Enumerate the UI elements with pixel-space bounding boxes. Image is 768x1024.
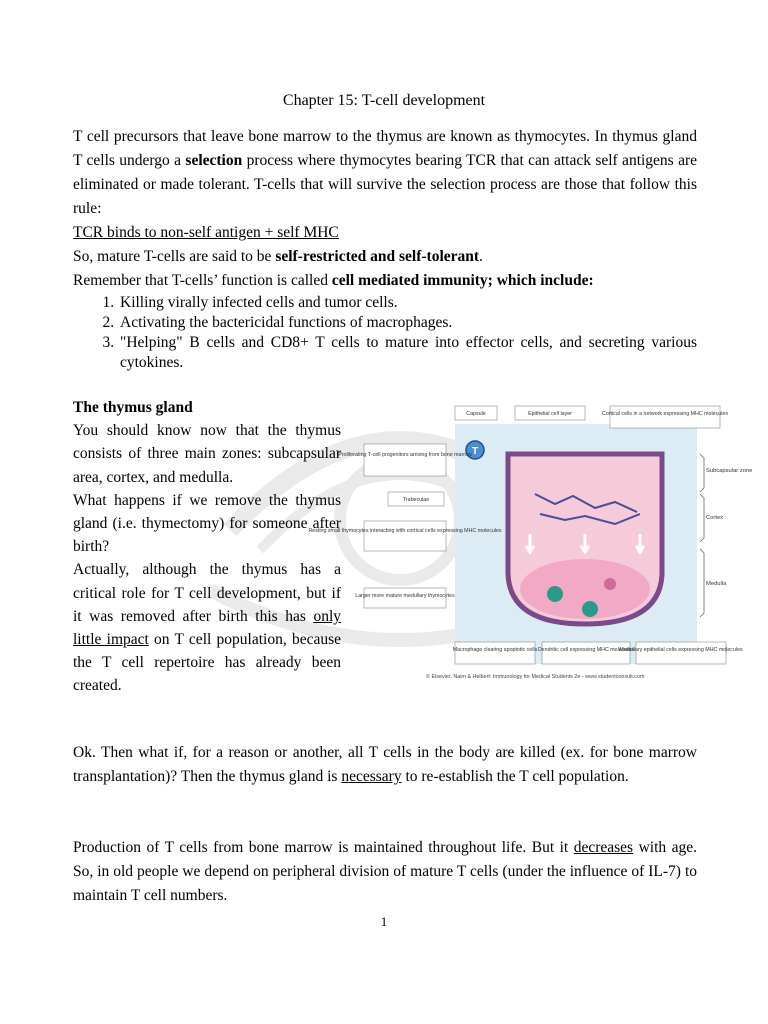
dendritic-cell	[582, 601, 598, 617]
selection-bold: selection	[185, 152, 243, 169]
rule-text: TCR binds to non-self antigen + self MHC	[73, 224, 339, 241]
page-number: 1	[380, 914, 388, 929]
ok-post: to re-establish the T cell population.	[401, 768, 629, 785]
little-impact-underline: only little impact	[73, 607, 341, 649]
label-epithelial: Epithelial cell layer	[528, 411, 572, 417]
intro-paragraph	[73, 125, 697, 373]
thymus-diagram-svg	[308, 404, 753, 682]
decreases-underline: decreases	[573, 839, 634, 856]
label-capsule: Capsule	[466, 411, 486, 417]
production-paragraph	[73, 836, 697, 908]
label-resting: Resting small thymocytes interacting with cortical cells expressing MHC molecules	[308, 528, 502, 534]
thymus-section	[73, 396, 341, 698]
chapter-title: Chapter 15: T-cell development	[282, 92, 486, 109]
figure-credit: © Elsevier. Naim & Helbert: Immunology for Medical Students 2e - www.studentconsult.com	[426, 674, 645, 680]
intro-text-1: T cell precursors that leave bone marrow to the thymus are known as thymocytes. In thymus gland T cells undergo a	[73, 128, 697, 169]
list-item: 3. "Helping" B cells and CD8+ T cells to mature into effector cells, and secreting various cytokines.	[118, 333, 697, 373]
thymus-p1: You should know now that the thymus consists of three main zones: subcapsular area, cortex, and medulla.	[73, 422, 341, 486]
zone-cortex: Cortex	[706, 515, 724, 521]
label-proliferating: Proliferating T-cell progenitors arriving from bone marrow	[338, 452, 472, 458]
functions-list	[73, 293, 697, 373]
medullary-thymocyte	[604, 578, 616, 590]
prod-pre: Production of T cells from bone marrow is maintained throughout life. But it	[73, 839, 574, 856]
mature-text: So, mature T-cells are said to be	[73, 248, 276, 265]
zone-medulla: Medulla	[706, 581, 727, 587]
ok-pre: Ok. Then what if, for a reason or another, all T cells in the body are killed (ex. for bone marrow transplantation)? Then the thymus gland is	[73, 744, 697, 785]
thymus-p3-pre: Actually, although the thymus has a critical role for T cell development, but if it was removed after birth this has	[73, 561, 341, 625]
zone-subcapsular: Subcapsular zone	[706, 468, 753, 474]
mature-end: .	[479, 248, 483, 265]
thymus-p2: What happens if we remove the thymus gland (i.e. thymectomy) for someone after birth?	[73, 491, 341, 556]
intro-text-2: process where thymocytes bearing TCR that can attack self antigens are eliminated or made tolerant. T-cells that will survive the selection process are those that follow this rule:	[73, 152, 697, 217]
label-trabeculae: Trabeculae	[402, 497, 430, 503]
list-item: 1. Killing virally infected cells and tumor cells.	[118, 293, 697, 313]
label-macrophage: Macrophage clearing apoptotic cells	[452, 647, 538, 653]
label-dendritic: Dendritic cell expressing MHC molecules	[537, 647, 635, 653]
thymus-p3	[73, 558, 341, 697]
thymus-p3-post: on T cell population, because the T cell repertoire has already been created.	[73, 631, 341, 695]
remember-text: Remember that T-cells’ function is called	[73, 272, 332, 289]
necessary-underline: necessary	[341, 768, 402, 785]
label-medullary-epithelial: Medullary epithelial cells expressing MHC molecules	[619, 647, 743, 653]
ok-paragraph	[73, 741, 697, 789]
t-marker-label: T	[471, 446, 479, 457]
cmi-bold: cell mediated immunity; which include:	[331, 272, 594, 289]
thymus-diagram	[308, 404, 753, 682]
label-mature-medullary: Larger more mature medullary thymocytes	[355, 593, 455, 599]
thymus-heading: The thymus gland	[73, 399, 193, 416]
self-restricted-bold: self-restricted and self-tolerant	[275, 248, 480, 265]
prod-post: with age. So, in old people we depend on peripheral division of mature T cells (under the influence of IL-7) to maintain T cell numbers.	[73, 839, 697, 904]
label-cortical-cells: Cortical cells in a network expressing MHC molecules	[602, 411, 728, 417]
macrophage-cell	[547, 586, 563, 602]
list-item: 2. Activating the bactericidal functions of macrophages.	[118, 313, 697, 333]
